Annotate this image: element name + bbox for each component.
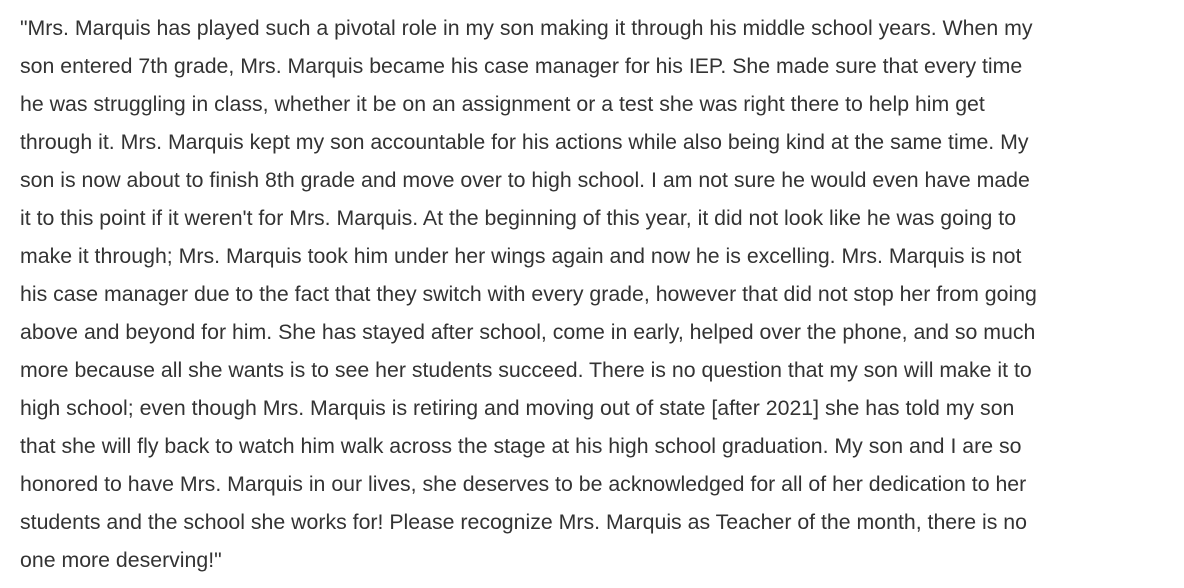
quote-line-11: high school; even though Mrs. Marquis is retiring and moving out of state [after 2021] she has told my son xyxy=(20,396,1015,420)
quote-line-12: that she will fly back to watch him walk across the stage at his high school graduation. My son and I are so xyxy=(20,434,1022,458)
quote-line-14: students and the school she works for! Please recognize Mrs. Marquis as Teacher of the month, there is no xyxy=(20,510,1027,534)
quote-line-9: above and beyond for him. She has stayed after school, come in early, helped over the phone, and so much xyxy=(20,320,1036,344)
quote-line-15: one more deserving!" xyxy=(20,548,222,572)
quote-line-10: more because all she wants is to see her students succeed. There is no question that my son will make it to xyxy=(20,358,1032,382)
quote-line-6: it to this point if it weren't for Mrs. Marquis. At the beginning of this year, it did not look like he was going to xyxy=(20,206,1017,230)
testimonial-quote xyxy=(20,0,1168,579)
quote-line-7: make it through; Mrs. Marquis took him under her wings again and now he is excelling. Mrs. Marquis is not xyxy=(20,244,1022,268)
quote-line-13: honored to have Mrs. Marquis in our lives, she deserves to be acknowledged for all of her dedication to her xyxy=(20,472,1027,496)
quote-line-2: son entered 7th grade, Mrs. Marquis became his case manager for his IEP. She made sure that every time xyxy=(20,54,1023,78)
quote-line-5: son is now about to finish 8th grade and move over to high school. I am not sure he would even have made xyxy=(20,168,1030,192)
quote-line-1: "Mrs. Marquis has played such a pivotal role in my son making it through his middle school years. When my xyxy=(20,16,1033,40)
quote-line-4: through it. Mrs. Marquis kept my son accountable for his actions while also being kind at the same time. My xyxy=(20,130,1029,154)
quote-line-8: his case manager due to the fact that they switch with every grade, however that did not stop her from going xyxy=(20,282,1037,306)
quote-line-3: he was struggling in class, whether it be on an assignment or a test she was right there to help him get xyxy=(20,92,985,116)
